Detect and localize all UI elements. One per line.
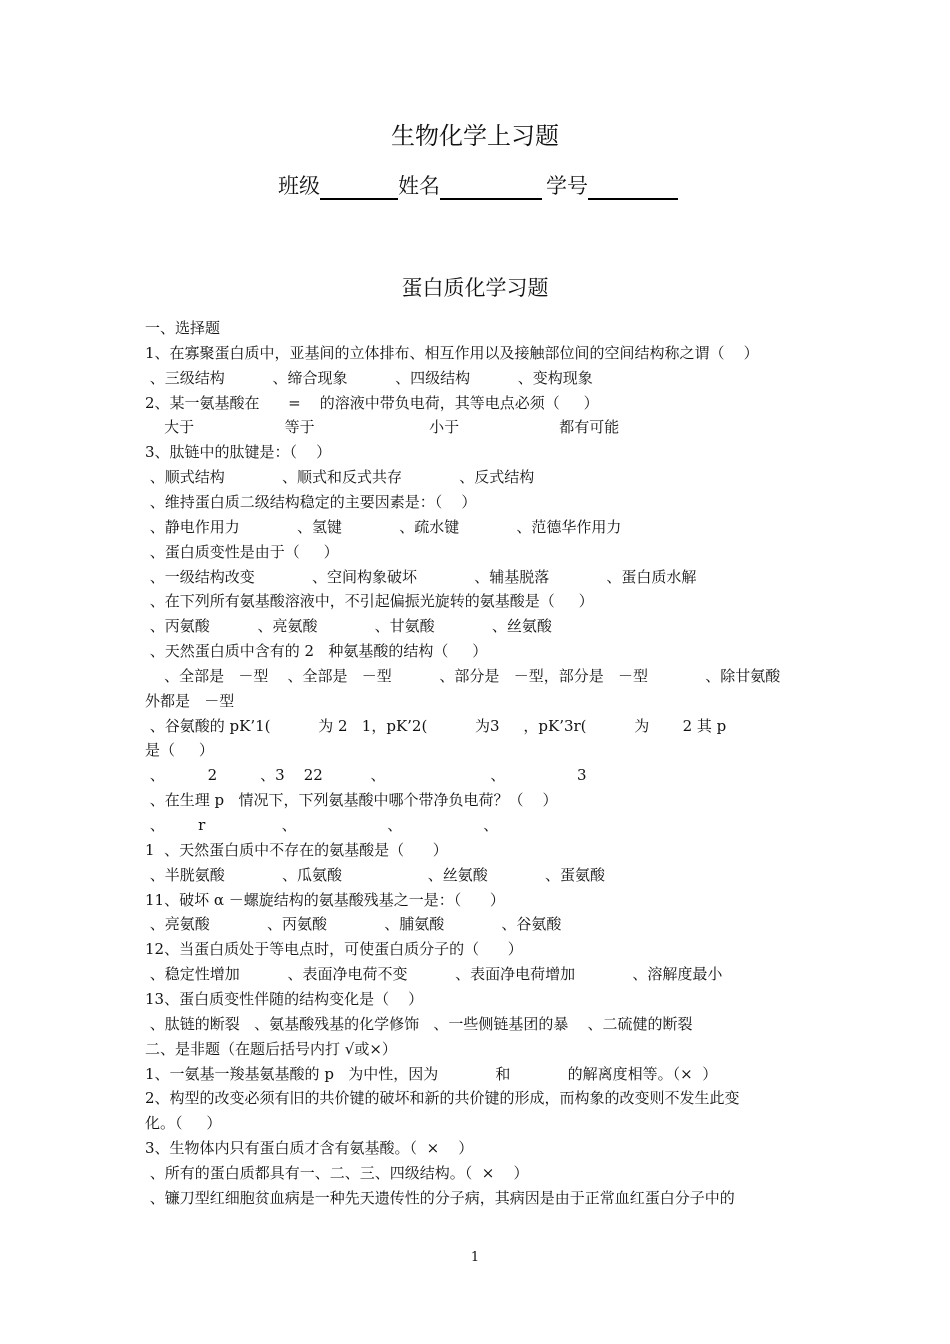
text-line: 3、生物体内只有蛋白质才含有氨基酸。（ × ） xyxy=(145,1139,474,1158)
name-label: 姓名 xyxy=(398,174,440,198)
text-line: 化。（ ） xyxy=(145,1114,222,1133)
text-line: 、全部是 －型 、全部是 －型 、部分是 －型，部分是 －型 、除甘氨酸 xyxy=(145,666,781,685)
student-id-label: 学号 xyxy=(546,174,588,198)
text-line: 、 r 、 、 、 xyxy=(145,816,499,834)
student-info-row xyxy=(278,170,678,200)
text-line: 、肽链的断裂 、氨基酸残基的化学修饰 、一些侧链基团的暴 、二硫健的断裂 xyxy=(145,1014,693,1033)
text-line: 13、蛋白质变性伴随的结构变化是（ ） xyxy=(145,989,424,1008)
text-line: 、丙氨酸 、亮氨酸 、甘氨酸 、丝氨酸 xyxy=(145,617,552,636)
page-number: 1 xyxy=(470,1250,480,1265)
text-line: 外都是 －型 xyxy=(145,691,235,710)
text-line: 、顺式结构 、顺式和反式共存 、反式结构 xyxy=(145,468,535,487)
text-line: 、天然蛋白质中含有的 2 种氨基酸的结构（ ） xyxy=(145,642,488,661)
student-id-blank[interactable] xyxy=(588,174,678,200)
page-title: 生物化学上习题 xyxy=(391,122,559,150)
text-line: 、三级结构 、缔合现象 、四级结构 、变构现象 xyxy=(145,368,593,387)
text-line: 2、某一氨基酸在 = 的溶液中带负电荷，其等电点必须（ ） xyxy=(145,393,599,412)
text-line: 一、选择题 xyxy=(145,319,221,337)
text-line: 、所有的蛋白质都具有一、二、三、四级结构。（ × ） xyxy=(145,1163,529,1182)
text-line: 、镰刀型红细胞贫血病是一种先天遗传性的分子病，其病因是由于正常血红蛋白分子中的 xyxy=(145,1188,735,1207)
text-line: 是（ ） xyxy=(145,741,214,760)
text-line: 、维持蛋白质二级结构稳定的主要因素是：（ ） xyxy=(145,492,477,511)
class-label: 班级 xyxy=(278,174,320,198)
section-title: 蛋白质化学习题 xyxy=(401,276,549,300)
text-line: 1、一氨基一羧基氨基酸的 p 为中性，因为 和 的解离度相等。（× ） xyxy=(145,1064,718,1083)
text-line: 、静电作用力 、氢键 、疏水键 、范德华作用力 xyxy=(145,517,622,536)
text-line: 、在生理 p 情况下，下列氨基酸中哪个带净负电荷？（ ） xyxy=(145,791,558,810)
text-line: 、谷氨酸的 pK’1( 为 2 1，pK’2( 为3 ，pK’3r( 为 2 其 p xyxy=(145,716,727,735)
text-line: 11、破坏 α －螺旋结构的氨基酸残基之一是：（ ） xyxy=(145,890,505,909)
text-line: 、在下列所有氨基酸溶液中，不引起偏振光旋转的氨基酸是（ ） xyxy=(145,592,594,611)
text-line: 1、在寡聚蛋白质中，亚基间的立体排布、相互作用以及接触部位间的空间结构称之谓（ ） xyxy=(145,343,759,362)
text-line: 二、是非题（在题后括号内打 √或×） xyxy=(145,1039,397,1058)
text-line: 、半胱氨酸 、瓜氨酸 、丝氨酸 、蛋氨酸 xyxy=(145,865,606,884)
text-line: 、 2 、3 22 、 、 3 xyxy=(145,766,587,785)
text-line: 、稳定性增加 、表面净电荷不变 、表面净电荷增加 、溶解度最小 xyxy=(145,965,723,984)
text-line: 、亮氨酸 、丙氨酸 、脯氨酸 、谷氨酸 xyxy=(145,915,562,934)
text-line: 3、肽链中的肽键是：（ ） xyxy=(145,443,332,462)
text-line: 、一级结构改变 、空间构象破坏 、辅基脱落 、蛋白质水解 xyxy=(145,567,697,586)
text-line: 1 、天然蛋白质中不存在的氨基酸是（ ） xyxy=(145,840,448,859)
name-blank[interactable] xyxy=(440,174,542,200)
text-line: 大于 等于 小于 都有可能 xyxy=(145,418,620,437)
text-line: 12、当蛋白质处于等电点时，可使蛋白质分子的（ ） xyxy=(145,940,523,959)
text-line: 、蛋白质变性是由于（ ） xyxy=(145,542,339,561)
text-line: 2、构型的改变必须有旧的共价键的破坏和新的共价键的形成，而构象的改变则不发生此变 xyxy=(145,1089,740,1108)
class-blank[interactable] xyxy=(320,174,398,200)
